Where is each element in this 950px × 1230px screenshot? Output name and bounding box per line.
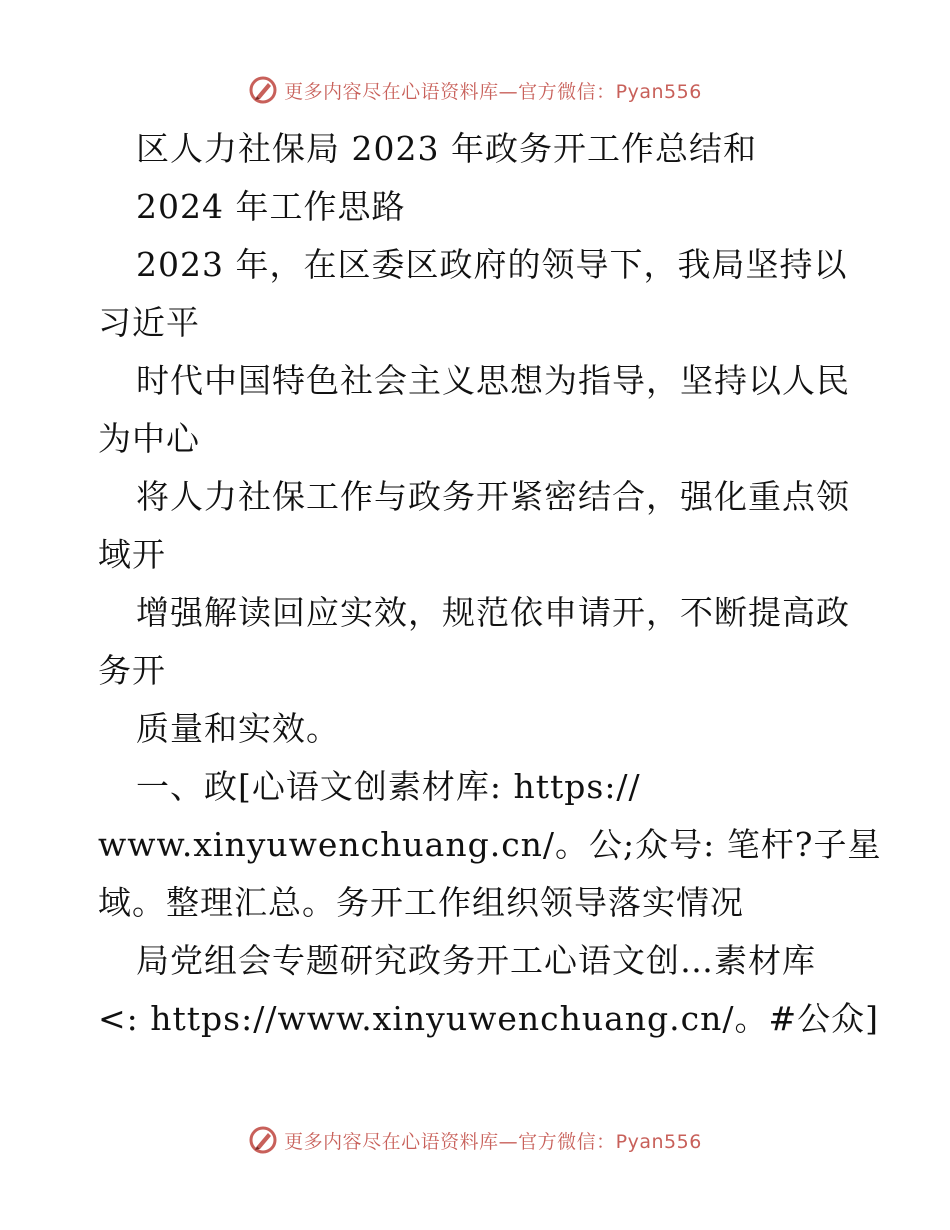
document-body [98,120,882,1048]
header-watermark-banner [0,70,950,110]
doc-line: <: https://www.xinyuwenchuang.cn/。#公众] [98,999,880,1038]
doc-line: 2023 年，在区委区政府的领导下，我局坚持以 [136,245,848,284]
doc-line: 局党组会专题研究政务开工心语文创…素材库 [136,941,816,980]
doc-line: 习近平 [98,303,200,342]
doc-line: 时代中国特色社会主义思想为指导，坚持以人民 [136,361,850,400]
doc-line: 域开 [98,535,166,574]
doc-line: 一、政[心语文创素材库: https:// [136,767,641,806]
doc-line: 域。整理汇总。务开工作组织领导落实情况 [98,883,744,922]
doc-line: 质量和实效。 [136,709,340,748]
doc-line: www.xinyuwenchuang.cn/。公;众号: 笔杆?子星 [98,825,882,864]
doc-line: 增强解读回应实效，规范依申请开，不断提高政 [136,593,850,632]
doc-line: 务开 [98,651,166,690]
pen-logo-icon [248,1125,278,1155]
footer-watermark-banner [0,1120,950,1160]
pen-logo-icon [248,75,278,105]
footer-watermark-text: 更多内容尽在心语资料库—官方微信：Pyan556 [284,1130,702,1153]
doc-line: 区人力社保局 2023 年政务开工作总结和 [136,129,757,168]
header-watermark-text: 更多内容尽在心语资料库—官方微信：Pyan556 [284,80,702,103]
doc-line: 2024 年工作思路 [136,187,406,226]
doc-line: 将人力社保工作与政务开紧密结合，强化重点领 [136,477,850,516]
doc-line: 为中心 [98,419,200,458]
